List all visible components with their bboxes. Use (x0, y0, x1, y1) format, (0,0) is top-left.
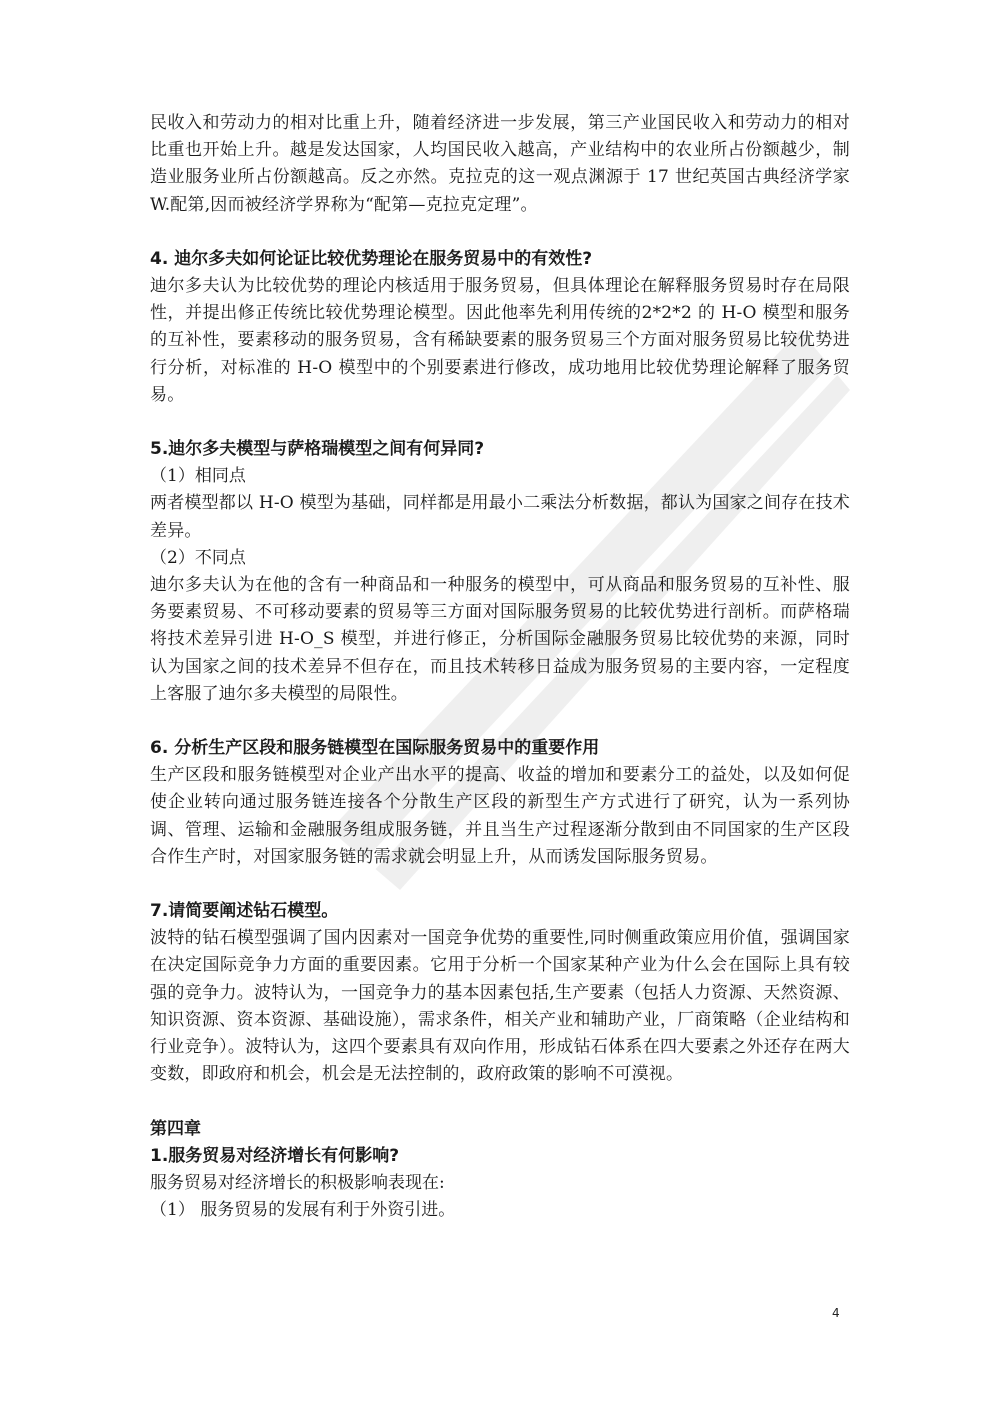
chapter-4-question-1-title: 1.服务贸易对经济增长有何影响? (150, 1145, 400, 1166)
question-6-answer: 生产区段和服务链模型对企业产出水平的提高、收益的增加和要素分工的益处，以及如何促使企业转向通过服务链连接各个分散生产区段的新型生产方式进行了研究，认为一系列协调、管理、运输和金融服务组成服务链，并且当生产过程逐渐分散到由不同国家的生产区段合作生产时，对国家服务链的需求就会明显上升，从而诱发国际服务贸易。 (150, 765, 850, 867)
chapter-4-question-1-item-1: （1） 服务贸易的发展有利于外资引进。 (150, 1200, 456, 1221)
question-5-sub2-text: 迪尔多夫认为在他的含有一种商品和一种服务的模型中，可从商品和服务贸易的互补性、服务要素贸易、不可移动要素的贸易等三方面对国际服务贸易的比较优势进行剖析。而萨格瑞将技术差异引进 H-O_S 模型，并进行修正，分析国际金融服务贸易比较优势的来源，同时认为国家之间的技术差异不但存在，而且技术转移日益成为服务贸易的主要内容，一定程度上客服了迪尔多夫模型的局限性。 (150, 575, 850, 704)
chapter-4-question-1-lead: 服务贸易对经济增长的积极影响表现在: (150, 1172, 445, 1193)
question-5-title: 5.迪尔多夫模型与萨格瑞模型之间有何异同? (150, 439, 485, 460)
question-6-title: 6. 分析生产区段和服务链模型在国际服务贸易中的重要作用 (150, 738, 600, 759)
question-5-sub1: （1）相同点 (150, 466, 246, 487)
page-number: 4 (832, 1306, 840, 1320)
spacer (150, 871, 850, 898)
spacer (150, 409, 850, 436)
spacer (150, 708, 850, 735)
intro-paragraph: 民收入和劳动力的相对比重上升，随着经济进一步发展，第三产业国民收入和劳动力的相对比重也开始上升。越是发达国家，人均国民收入越高，产业结构中的农业所占份额越少，制造业服务业所占份额越高。反之亦然。克拉克的这一观点渊源于 17 世纪英国古典经济学家 W.配第,因而被经济学界称为“配第—克拉克定理”。 (150, 113, 850, 215)
question-4-answer: 迪尔多夫认为比较优势的理论内核适用于服务贸易，但具体理论在解释服务贸易时存在局限性，并提出修正传统比较优势理论模型。因此他率先利用传统的2*2*2 的 H-O 模型和服务的互补性，要素移动的服务贸易，含有稀缺要素的服务贸易三个方面对服务贸易比较优势进行分析，对标准的 H-O 模型中的个别要素进行修改，成功地用比较优势理论解释了服务贸易。 (150, 276, 850, 405)
question-7-title: 7.请简要阐述钻石模型。 (150, 901, 339, 922)
question-4-title: 4. 迪尔多夫如何论证比较优势理论在服务贸易中的有效性? (150, 248, 593, 269)
question-7-answer: 波特的钻石模型强调了国内因素对一国竞争优势的重要性,同时侧重政策应用价值，强调国家在决定国际竞争力方面的重要因素。它用于分析一个国家某种产业为什么会在国际上具有较强的竞争力。波特认为，一国竞争力的基本因素包括,生产要素（包括人力资源、天然资源、知识资源、资本资源、基础设施），需求条件，相关产业和辅助产业，厂商策略（企业结构和行业竞争）。波特认为，这四个要素具有双向作用，形成钻石体系在四大要素之外还存在两大变数，即政府和机会，机会是无法控制的，政府政策的影响不可漠视。 (150, 928, 850, 1085)
spacer (150, 1089, 850, 1116)
question-5-sub2: （2）不同点 (150, 547, 246, 568)
spacer (150, 219, 850, 246)
question-5-sub1-text: 两者模型都以 H-O 模型为基础，同样都是用最小二乘法分析数据，都认为国家之间存在技术差异。 (150, 493, 850, 541)
chapter-4-title: 第四章 (150, 1118, 201, 1139)
document-page (150, 110, 850, 1224)
